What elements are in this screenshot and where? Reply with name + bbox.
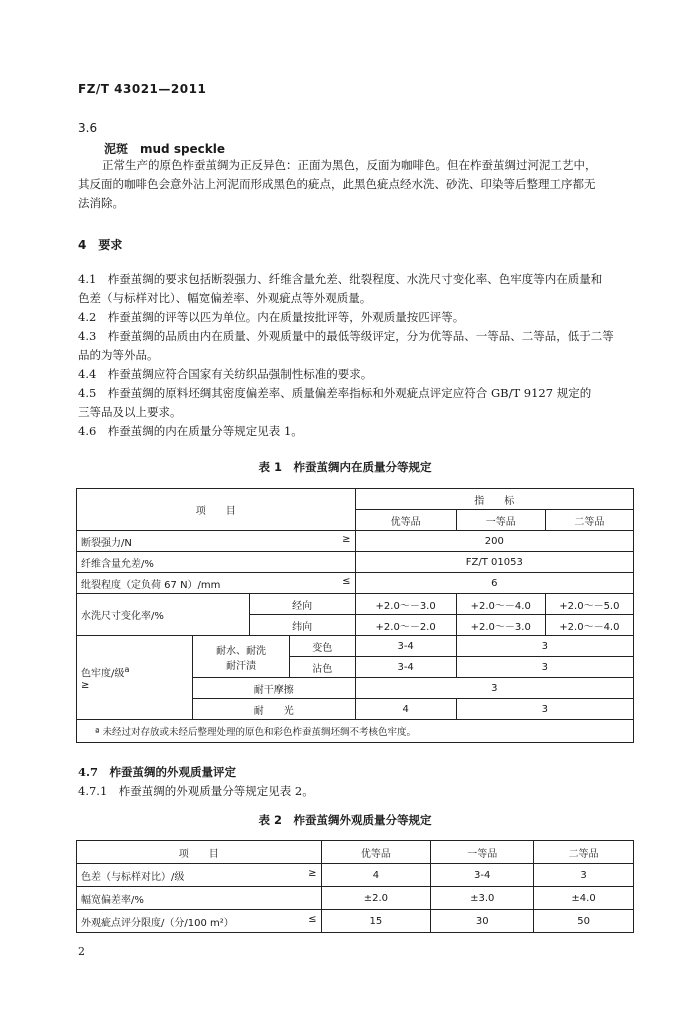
test-label: 耐水、耐洗 耐汗渍 [192,636,289,678]
header-grade-3: 二等品 [545,510,633,531]
cell-value: +2.0～－3.0 [355,594,456,615]
cell-value: 200 [355,531,633,552]
cell-value: 4 [355,699,456,720]
table-row [77,636,634,657]
clause [78,308,638,327]
cell-value: 3-4 [431,864,534,887]
row-label: 色牢度/级$^a$ ≥ [77,636,193,720]
clause-number: 4.1 [78,272,97,286]
clause-number: 4.3 [78,329,97,343]
clause-text: 柞蚕茧绸的要求包括断裂强力、纤维含量允差、纰裂程度、水洗尺寸变化率、色牢度等内在质量和 [107,272,603,286]
clause-number: 4.5 [78,386,97,400]
table2 [76,840,634,933]
cell-value: 3 [456,636,633,657]
table-row [77,887,634,910]
cell-value: +2.0～－2.0 [355,615,456,636]
cell-value: FZ/T 01053 [355,552,633,573]
sub-label: 变色 [290,636,356,657]
clause-number: 4.6 [78,424,97,438]
section-number: 3.6 [78,121,98,135]
clause [78,365,638,384]
clause [78,422,638,441]
definition-line: 正常生产的原色柞蚕茧绸为正反异色：正面为黑色，反面为咖啡色。但在柞蚕茧绸过河泥工艺中， [102,158,597,172]
cell-value: +2.0～－4.0 [545,615,633,636]
table1-container [76,488,634,743]
table-row [77,531,634,552]
cell-value: ±2.0 [321,887,431,910]
cell-value: +2.0～－3.0 [456,615,545,636]
clause-number: 4.2 [78,310,97,324]
direction-label: 纬向 [249,615,355,636]
table-row [77,573,634,594]
cell-value: 4 [321,864,431,887]
clause-continuation: 三等品及以上要求。 [78,405,182,419]
header-item: 项 目 [77,489,356,531]
cell-value: +2.0～－5.0 [545,594,633,615]
definition-line: 法消除。 [78,196,124,210]
clause [78,384,638,403]
table-row [77,552,634,573]
page-number: 2 [78,945,85,958]
clause [78,327,638,346]
cell-value: 50 [534,910,634,933]
table1-caption: 表 1 柞蚕茧绸内在质量分等规定 [258,460,432,474]
term-definition [78,156,638,213]
clause-number: 4.4 [78,367,97,381]
row-label: 外观疵点评分限度/（分/100 m²） ≤ [77,910,322,933]
header-grade-3: 二等品 [534,841,634,864]
cell-value: 3 [456,657,633,678]
row-label: 纰裂程度（定负荷 67 N）/mm ≤ [77,573,356,594]
header-index: 指 标 [355,489,633,510]
clause: 4.7.1 柞蚕茧绸的外观质量分等规定见表 2。 [78,784,314,798]
clause-text: 柞蚕茧绸的内在质量分等规定见表 1。 [107,424,303,438]
term-heading: 泥斑 mud speckle [104,142,226,156]
section-heading: 4.7 柞蚕茧绸的外观质量评定 [78,765,237,779]
cell-value: 3 [355,678,633,699]
header-grade-2: 一等品 [456,510,545,531]
requirements-clauses [78,270,638,441]
table1-footnote: ª 未经过对存放或未经后整理处理的原色和彩色柞蚕茧绸坯绸不考核色牢度。 [76,720,634,743]
test-label: 耐干摩擦 [192,678,355,699]
clause-text: 柞蚕茧绸的品质由内在质量、外观质量中的最低等级评定，分为优等品、一等品、二等品，低于二等 [107,329,614,343]
clause-continuation: 色差（与标样对比）、幅宽偏差率、外观疵点等外观质量。 [78,291,372,305]
header-grade-1: 优等品 [355,510,456,531]
cell-value: 3-4 [355,636,456,657]
row-label: 水洗尺寸变化率/% [77,594,250,636]
clause-continuation: 品的为等外品。 [78,348,159,362]
test-label: 耐 光 [192,699,355,720]
header-grade-1: 优等品 [321,841,431,864]
clause-text: 柞蚕茧绸的评等以匹为单位。内在质量按批评等，外观质量按匹评等。 [107,310,465,324]
cell-value: 30 [431,910,534,933]
row-label: 色差（与标样对比）/级 ≥ [77,864,322,887]
cell-value: 3 [534,864,634,887]
cell-value: ±4.0 [534,887,634,910]
header-grade-2: 一等品 [431,841,534,864]
sub-label: 沾色 [290,657,356,678]
section-heading: 4 要求 [78,238,123,252]
table-row [77,864,634,887]
table-row [77,910,634,933]
definition-line: 其反面的咖啡色会意外沾上河泥而形成黑色的疵点，此黑色疵点经水洗、砂洗、印染等后整理工序都无 [78,177,596,191]
table1 [76,488,634,720]
direction-label: 经向 [249,594,355,615]
table-row [77,594,634,615]
header-item: 项 目 [77,841,322,864]
cell-value: ±3.0 [431,887,534,910]
cell-value: +2.0～－4.0 [456,594,545,615]
row-label: 纤维含量允差/% [77,552,356,573]
clause-text: 柞蚕茧绸应符合国家有关纺织品强制性标准的要求。 [107,367,373,381]
cell-value: 3-4 [355,657,456,678]
row-label: 幅宽偏差率/% [77,887,322,910]
document-header: FZ/T 43021—2011 [78,82,207,96]
clause [78,270,638,289]
row-label: 断裂强力/N ≥ [77,531,356,552]
cell-value: 6 [355,573,633,594]
cell-value: 15 [321,910,431,933]
clause-text: 柞蚕茧绸的原料坯绸其密度偏差率、质量偏差率指标和外观疵点评定应符合 GB/T 9127 规定的 [107,386,592,400]
table2-caption: 表 2 柞蚕茧绸外观质量分等规定 [258,813,432,827]
cell-value: 3 [456,699,633,720]
table2-container [76,840,634,933]
